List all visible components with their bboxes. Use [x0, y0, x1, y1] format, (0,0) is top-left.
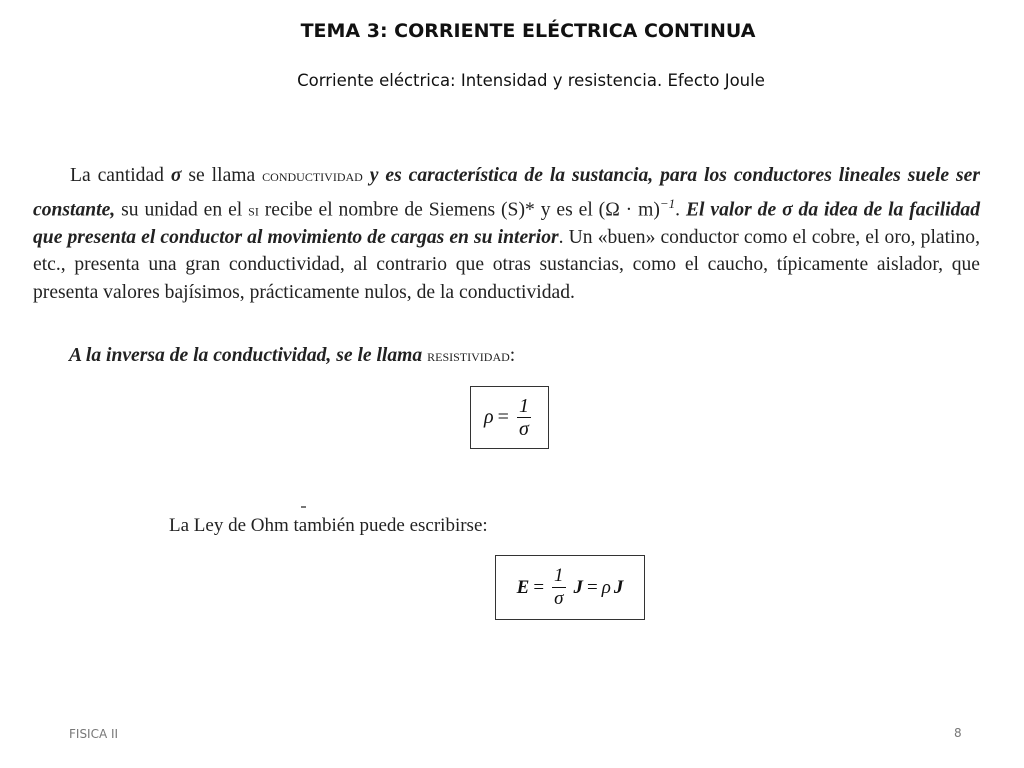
- fraction: [517, 395, 531, 440]
- rho-symbol: ρ: [484, 406, 494, 428]
- stray-mark: [301, 506, 306, 508]
- resistivity-intro: A la inversa de la conductividad, se le llama: [69, 345, 428, 366]
- J-vector: J: [573, 576, 584, 598]
- resistivity-formula: [470, 386, 549, 449]
- conductivity-paragraph: [33, 162, 980, 307]
- para-italic-1: y es característica de la sustancia, para los conductores lineales suele ser constante,: [33, 165, 980, 221]
- slide-subtitle: Corriente eléctrica: Intensidad y resistencia. Efecto Joule: [297, 71, 765, 90]
- fraction: [552, 565, 566, 610]
- sigma-symbol: σ: [170, 165, 182, 186]
- term-si: si: [248, 200, 259, 220]
- exponent: −1: [659, 195, 676, 211]
- page-number: 8: [954, 726, 962, 740]
- J-vector-2: J: [613, 576, 624, 598]
- slide-title: TEMA 3: CORRIENTE ELÉCTRICA CONTINUA: [300, 20, 756, 42]
- fraction-denominator: σ: [519, 418, 529, 440]
- resistivity-sentence: [69, 345, 515, 367]
- fraction-numerator: 1: [518, 395, 529, 417]
- equals-sign-2: =: [587, 576, 598, 598]
- resistivity-colon: :: [509, 345, 516, 366]
- para-text-4: recibe el nombre de Siemens (S)* y es el (Ω · m): [258, 199, 660, 221]
- equals-sign: =: [533, 576, 545, 598]
- para-text-6: . Un «buen» conductor como el cobre, el oro, platino, etc., presenta una gran conductividad, al contrario que otras sustancias, como el caucho, típicamente aislador, que presenta valores bajísimos, prácticamente nulos, de la conductividad.: [33, 226, 980, 303]
- equals-sign: =: [497, 406, 509, 428]
- fraction-denominator: σ: [554, 588, 564, 609]
- para-text-5: .: [675, 199, 686, 221]
- ohm-law-sentence: La Ley de Ohm también puede escribirse:: [169, 515, 488, 536]
- rho-symbol: ρ: [601, 576, 611, 598]
- fraction-numerator: 1: [554, 565, 564, 586]
- E-vector: E: [516, 576, 530, 598]
- para-text-3: su unidad en el: [115, 199, 249, 221]
- para-italic-2: El valor de σ da idea de la facilidad que presenta el conductor al movimiento de cargas en su interior: [33, 199, 981, 248]
- ohm-law-formula: [495, 555, 645, 620]
- term-resistividad: resistividad: [427, 346, 510, 365]
- footer-course: FISICA II: [69, 727, 119, 741]
- term-conductividad: conductividad: [262, 166, 363, 185]
- para-text-1: La cantidad: [70, 165, 171, 186]
- para-text-2: se llama: [181, 165, 263, 186]
